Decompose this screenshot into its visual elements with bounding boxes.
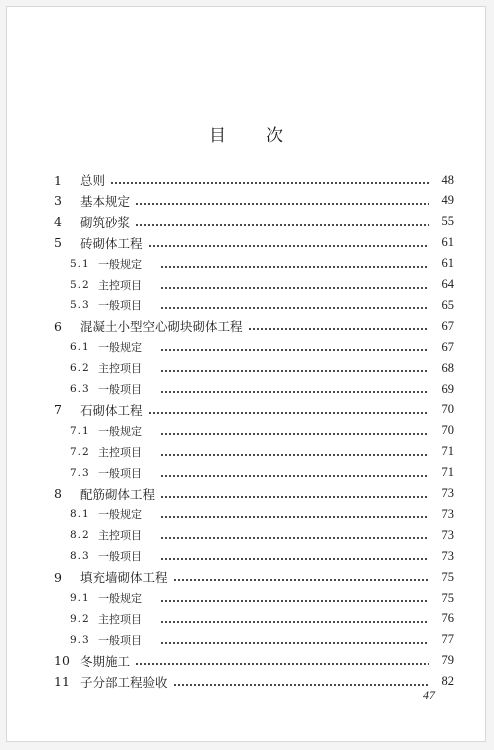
dot-leader [135, 663, 429, 665]
toc-entry-page: 73 [441, 527, 454, 542]
toc-section-entry[interactable] [54, 358, 454, 378]
toc-entry-title: 主控项目 [98, 362, 142, 376]
toc-chapter-entry[interactable] [54, 170, 454, 190]
dot-leader [148, 245, 429, 247]
toc-section-entry[interactable] [54, 421, 454, 441]
toc-entry-number: 9.2 [70, 612, 90, 625]
dot-leader [160, 454, 429, 456]
dot-leader [160, 600, 429, 602]
toc-section-entry[interactable] [54, 379, 454, 399]
toc-entry-number: 6.3 [70, 383, 90, 395]
toc-chapter-entry[interactable] [54, 484, 454, 504]
dot-leader [135, 224, 429, 226]
toc-entry-title: 填充墙砌体工程 [80, 570, 168, 586]
toc-chapter-entry[interactable] [54, 400, 454, 420]
toc-entry-title: 一般项目 [98, 550, 142, 564]
toc-entry-title: 基本规定 [80, 193, 131, 209]
dot-leader [173, 684, 429, 686]
toc-section-entry[interactable] [54, 254, 454, 274]
toc-entry-number: 8.1 [70, 508, 90, 521]
toc-entry-number: 10 [54, 653, 70, 669]
toc-entry-number: 6.2 [70, 362, 90, 375]
toc-entry-number: 11 [54, 674, 70, 690]
toc-entry-page: 67 [441, 318, 454, 333]
toc-section-entry[interactable] [54, 337, 454, 357]
toc-entry-number: 9.3 [70, 633, 90, 646]
toc-entry-title: 主控项目 [98, 278, 142, 292]
toc-entry-number: 3 [54, 193, 62, 209]
toc-entry-title: 一般规定 [98, 341, 142, 355]
dot-leader [160, 391, 429, 393]
toc-entry-number: 5.3 [70, 299, 90, 312]
dot-leader [160, 475, 429, 477]
dot-leader [160, 287, 429, 289]
dot-leader [160, 621, 429, 623]
toc-entry-page: 61 [441, 235, 454, 250]
dot-leader [160, 496, 429, 498]
toc-entry-number: 8.3 [70, 550, 90, 563]
toc-entry-page: 61 [441, 256, 454, 271]
toc-entry-title: 一般规定 [98, 424, 142, 438]
toc-entry-title: 冬期施工 [80, 653, 131, 669]
toc-entry-title: 主控项目 [98, 445, 142, 459]
toc-entry-page: 69 [441, 381, 454, 396]
toc-entry-title: 一般规定 [98, 508, 142, 522]
toc-entry-number: 5 [54, 235, 62, 251]
toc-entry-title: 混凝土小型空心砌块砌体工程 [80, 319, 243, 335]
toc-entry-number: 5.1 [70, 257, 90, 270]
toc-entry-title: 主控项目 [98, 529, 142, 543]
toc-chapter-entry[interactable] [54, 316, 454, 336]
toc-entry-page: 64 [441, 277, 454, 291]
toc-entry-title: 砖砌体工程 [80, 235, 143, 251]
toc-entry-number: 6.1 [70, 341, 90, 354]
toc-chapter-entry[interactable] [54, 651, 454, 671]
toc-entry-number: 7.1 [70, 424, 90, 437]
toc-section-entry[interactable] [54, 546, 454, 566]
toc-entry-title: 一般项目 [98, 633, 142, 647]
dot-leader [160, 349, 429, 351]
toc-entry-page: 70 [441, 423, 454, 438]
toc-entry-page: 55 [441, 214, 454, 229]
page-number: 47 [423, 688, 435, 702]
toc-entry-title: 一般项目 [98, 466, 142, 480]
toc-entry-number: 1 [54, 172, 62, 188]
toc-section-entry[interactable] [54, 275, 454, 295]
toc-entry-number: 5.2 [70, 278, 90, 291]
toc-entry-title: 配筋砌体工程 [80, 486, 156, 502]
toc-entry-page: 48 [441, 172, 454, 187]
toc-entry-title: 砌筑砂浆 [80, 214, 131, 230]
toc-chapter-entry[interactable] [54, 233, 454, 253]
toc-entry-page: 67 [441, 339, 454, 354]
toc-section-entry[interactable] [54, 525, 454, 545]
dot-leader [148, 412, 429, 414]
toc-section-entry[interactable] [54, 295, 454, 315]
toc-entry-title: 一般项目 [98, 299, 142, 313]
dot-leader [160, 642, 429, 644]
toc-entry-title: 一般规定 [98, 257, 142, 271]
document-page [6, 6, 486, 742]
dot-leader [160, 433, 429, 435]
toc-chapter-entry[interactable] [54, 191, 454, 211]
toc-chapter-entry[interactable] [54, 672, 454, 692]
toc-entry-number: 7 [54, 402, 62, 418]
toc-entry-page: 68 [441, 360, 454, 375]
toc-entry-page: 76 [441, 611, 454, 626]
toc-entry-number: 8 [54, 486, 62, 501]
toc-entry-page: 71 [441, 444, 454, 459]
toc-chapter-entry[interactable] [54, 212, 454, 232]
toc-section-entry[interactable] [54, 504, 454, 524]
toc-entry-title: 主控项目 [98, 612, 142, 626]
toc-entry-number: 7.3 [70, 466, 90, 479]
toc-entry-page: 73 [441, 548, 454, 563]
toc-chapter-entry[interactable] [54, 567, 454, 587]
toc-entry-page: 65 [441, 297, 454, 312]
toc-entry-number: 4 [54, 214, 62, 230]
toc-section-entry[interactable] [54, 630, 454, 650]
toc-entry-number: 9 [54, 569, 62, 585]
toc-section-entry[interactable] [54, 588, 454, 608]
dot-leader [248, 328, 429, 330]
toc-entry-page: 77 [441, 632, 454, 647]
toc-entry-title: 一般项目 [98, 383, 142, 396]
toc-entry-title: 石砌体工程 [80, 402, 143, 418]
toc-section-entry[interactable] [54, 463, 454, 483]
title-char-1: 目 [209, 126, 226, 146]
dot-leader [135, 203, 429, 205]
dot-leader [160, 370, 429, 372]
toc-section-entry[interactable] [54, 609, 454, 629]
page-title [7, 121, 485, 146]
toc-entry-page: 73 [441, 506, 454, 521]
toc-entry-page: 75 [441, 569, 454, 584]
toc-entry-page: 70 [441, 402, 454, 417]
dot-leader [160, 516, 429, 518]
toc-entry-title: 总则 [80, 173, 106, 188]
dot-leader [160, 558, 429, 560]
toc-entry-number: 7.2 [70, 445, 90, 458]
toc-entry-number: 6 [54, 318, 62, 334]
dot-leader [110, 182, 429, 184]
toc-entry-page: 75 [441, 590, 454, 605]
dot-leader [173, 579, 429, 581]
toc-entry-page: 79 [441, 653, 454, 668]
toc-entry-page: 49 [441, 193, 454, 208]
toc-entry-number: 9.1 [70, 592, 90, 604]
toc-entry-page: 73 [441, 486, 454, 500]
toc-entry-title: 一般规定 [98, 592, 142, 605]
toc-entry-page: 71 [441, 465, 454, 480]
dot-leader [160, 266, 429, 268]
title-char-2: 次 [266, 126, 283, 146]
dot-leader [160, 537, 429, 539]
toc-entry-title: 子分部工程验收 [80, 674, 168, 690]
dot-leader [160, 307, 429, 309]
toc-entry-page: 82 [441, 674, 454, 689]
toc-section-entry[interactable] [54, 442, 454, 462]
toc-entry-number: 8.2 [70, 529, 90, 542]
